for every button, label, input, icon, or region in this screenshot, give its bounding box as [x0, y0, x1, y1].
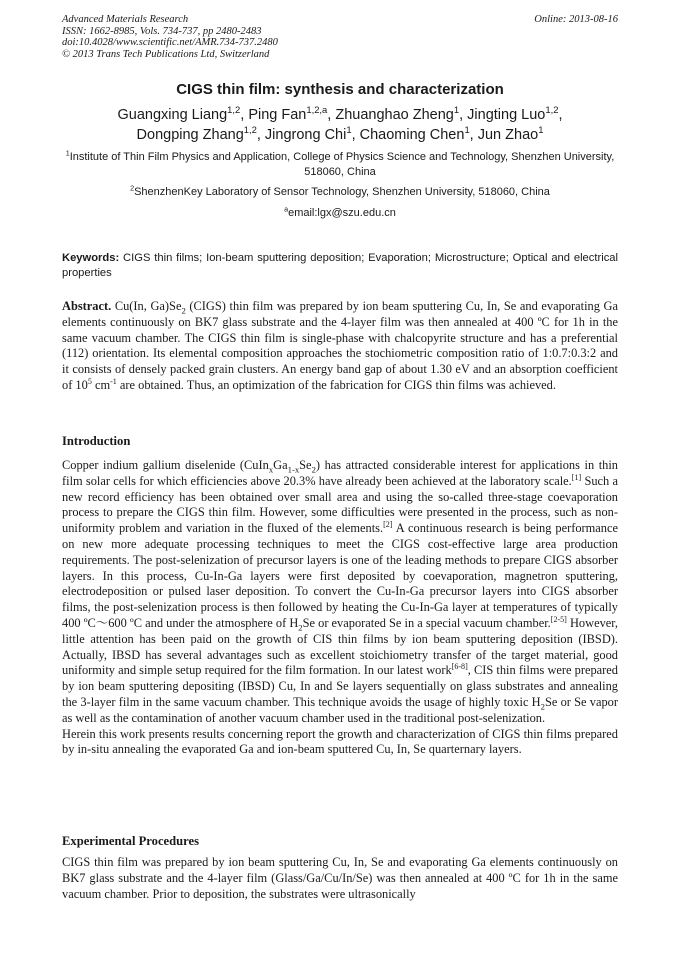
abstract-block: [62, 299, 618, 394]
abstract-text: are obtained. Thus, an optimization of the fabrication for CIGS thin films was achieved.: [116, 377, 556, 392]
abstract-sup: 5: [87, 376, 92, 386]
affiliation-2: [62, 185, 618, 200]
affiliation-sup: 2: [130, 184, 135, 193]
issn-line: ISSN: 1662-8985, Vols. 734-737, pp 2480-2483: [62, 25, 262, 37]
abstract-text: (CIGS) thin film was prepared by ion beam sputtering Cu, In, Se and evaporating Ga elements continuously on BK7 glass substrate and the 4-layer film was then annealed at 400 ºC for 1h in the same vacuum chamber. The CIGS thin film is single-phase with chalcopyrite structure and has a preferential (112) orientation. Its elemental composition approaches the stochiometric composition ratio of 1:0.7:0.3:2 and it consists of densely packed grain clusters. An energy band gap of about 1.30 eV and an absorption coefficient of 10: [62, 299, 618, 392]
author-affil-sup: 1,2,a: [306, 104, 328, 116]
intro-sub: x: [268, 464, 274, 475]
intro-sub: 2: [298, 622, 303, 633]
author-affil-sup: 1: [464, 124, 470, 136]
keywords-block: [62, 251, 618, 281]
abstract-text: Cu(In, Ga)Se: [111, 299, 182, 313]
introduction-paragraph: Herein this work presents results concerning report the growth and characterization of CIGS thin films prepared by in-situ annealing the evaporated Ga and ion-beam sputtered Cu, In, Se quarternary layers.: [62, 726, 618, 757]
author-name: Zhuanghao Zheng: [335, 107, 454, 123]
affiliation-1: [62, 150, 618, 179]
author-affil-sup: 1,2: [545, 104, 559, 116]
intro-sub: 2: [540, 701, 545, 712]
journal-header: [62, 14, 618, 60]
experimental-body: [62, 855, 618, 902]
experimental-heading: Experimental Procedures: [62, 834, 199, 848]
citation-ref: [2]: [383, 520, 393, 530]
affiliation-text: ShenzhenKey Laboratory of Sensor Technology, Shenzhen University, 518060, China: [134, 186, 550, 198]
intro-sub: 2: [311, 464, 316, 475]
intro-text: Se or Se vapor as well as the contamination of another vacuum chamber used in the traditional post-selenization.: [62, 694, 619, 725]
experimental-paragraph: CIGS thin film was prepared by ion beam sputtering Cu, In, Se and evaporating Ga elements continuously on BK7 glass substrate and the 4-layer film (Glass/Ga/Cu/In/Se) was then annealed at 400 ºC for 1h in the same vacuum chamber. Prior to deposition, the substrates were ultrasonically: [62, 855, 618, 901]
intro-text: Ga: [273, 458, 288, 472]
email-sup: a: [284, 205, 289, 214]
intro-text: Se or evaporated Se in a special vacuum chamber.: [302, 615, 551, 630]
affiliation-text: Institute of Thin Film Physics and Application, College of Physics Science and Technology, Shenzhen University, 518060, China: [69, 151, 615, 178]
author-name: Jun Zhao: [477, 127, 539, 143]
author-name: Guangxing Liang: [117, 107, 228, 123]
copyright-line: © 2013 Trans Tech Publications Ltd, Switzerland: [62, 48, 270, 60]
affiliation-sup: 1: [65, 149, 70, 158]
citation-ref: [2-5]: [550, 614, 567, 624]
abstract-label: Abstract.: [62, 299, 112, 313]
intro-text: Copper indium gallium diselenide (CuIn: [62, 458, 269, 472]
doi-line: doi:10.4028/www.scientific.net/AMR.734-737.2480: [62, 37, 278, 48]
paper-title: CIGS thin film: synthesis and characterization: [176, 81, 504, 98]
author-affil-sup: 1: [538, 124, 544, 136]
email-text: email:lgx@szu.edu.cn: [288, 207, 396, 219]
author-affil-sup: 1: [346, 124, 352, 136]
corresponding-email: [62, 206, 618, 221]
intro-text: , CIS thin films were prepared by ion beam sputtering depositing (IBSD) Cu, In and Se layers sequentially on glass substrates and annealing the 3-layer film in the same vacuum chamber. This technique avoids the usage of highly toxic H: [62, 663, 618, 709]
abstract-sup: -1: [110, 376, 117, 386]
author-list: Guangxing Liang$^{1,2}$, Ping Fan$^{1,2,a}$, Zhuanghao Zheng$^1$, Jingting Luo$^{1,2}$, Dongping Zhang$^{1,2}$, Jingrong Chi$^1$, Chaoming Chen$^1$, Jun Zhao$^1$: [117, 104, 563, 143]
abstract-sub: 2: [181, 305, 186, 316]
citation-ref: [1]: [571, 472, 582, 482]
intro-text: A continuous research is being performance on new more adequate processing techniques to meet the CIGS cost-effective large area production requirements. The post-selenization of precursor layers is one of the leading methods to prepare CIGS absorber layers. In this process, Cu-In-Ga layers were first deposited by coevaporation, magnetron sputtering, electrodeposition or pulsed laser deposition. To convert the Cu-In-Ga precursor layers into CIGS absorber films, the post-selenization process is then followed by heating the Cu-In-Ga layer at temperatures of typically 400 ºC～600 ºC and under the atmosphere of H: [62, 521, 618, 630]
keywords-label: Keywords:: [62, 252, 120, 264]
intro-text: Such a new record efficiency has been obtained over small area and using the so-called three-stage coevaporation process to prepare the CIGS thin film. However, some difficulties were presented in the process, such as non-uniformity problem and variation in the fluxed of the elements.: [62, 473, 619, 536]
intro-text: Se: [299, 458, 312, 472]
online-date: Online: 2013-08-16: [534, 14, 618, 25]
journal-name: Advanced Materials Research: [62, 14, 189, 25]
author-name: Chaoming Chen: [359, 127, 465, 143]
author-name: Jingting Luo: [467, 107, 546, 123]
introduction-paragraph: [62, 458, 618, 727]
introduction-body: [62, 458, 618, 758]
keywords-text: CIGS thin films; Ion-beam sputtering deposition; Evaporation; Microstructure; Optical and electrical properties: [62, 252, 618, 279]
author-affil-sup: 1: [453, 104, 460, 116]
author-affil-sup: 1,2: [227, 104, 241, 116]
citation-ref: [6-8]: [451, 662, 468, 672]
author-affil-sup: 1,2: [243, 124, 257, 136]
abstract-text: cm: [91, 377, 111, 392]
author-name: Jingrong Chi: [264, 127, 347, 143]
author-name: Ping Fan: [248, 107, 307, 123]
intro-text: ) has attracted considerable interest for applications in thin film solar cells for which efficiencies above 20.3% have already been achieved at the laboratory scale.: [62, 458, 618, 488]
author-name: Dongping Zhang: [136, 127, 244, 143]
intro-text: However, little attention has been paid on the growth of CIS thin films by ion beam sputtering deposition (IBSD). Actually, IBSD has several advantages such as excellent stoichiometry transfer of the target material, good uniformity and simple setup required for the film formation. In our latest work: [62, 615, 618, 678]
intro-sub: 1-x: [287, 464, 300, 475]
introduction-heading: Introduction: [62, 434, 131, 448]
